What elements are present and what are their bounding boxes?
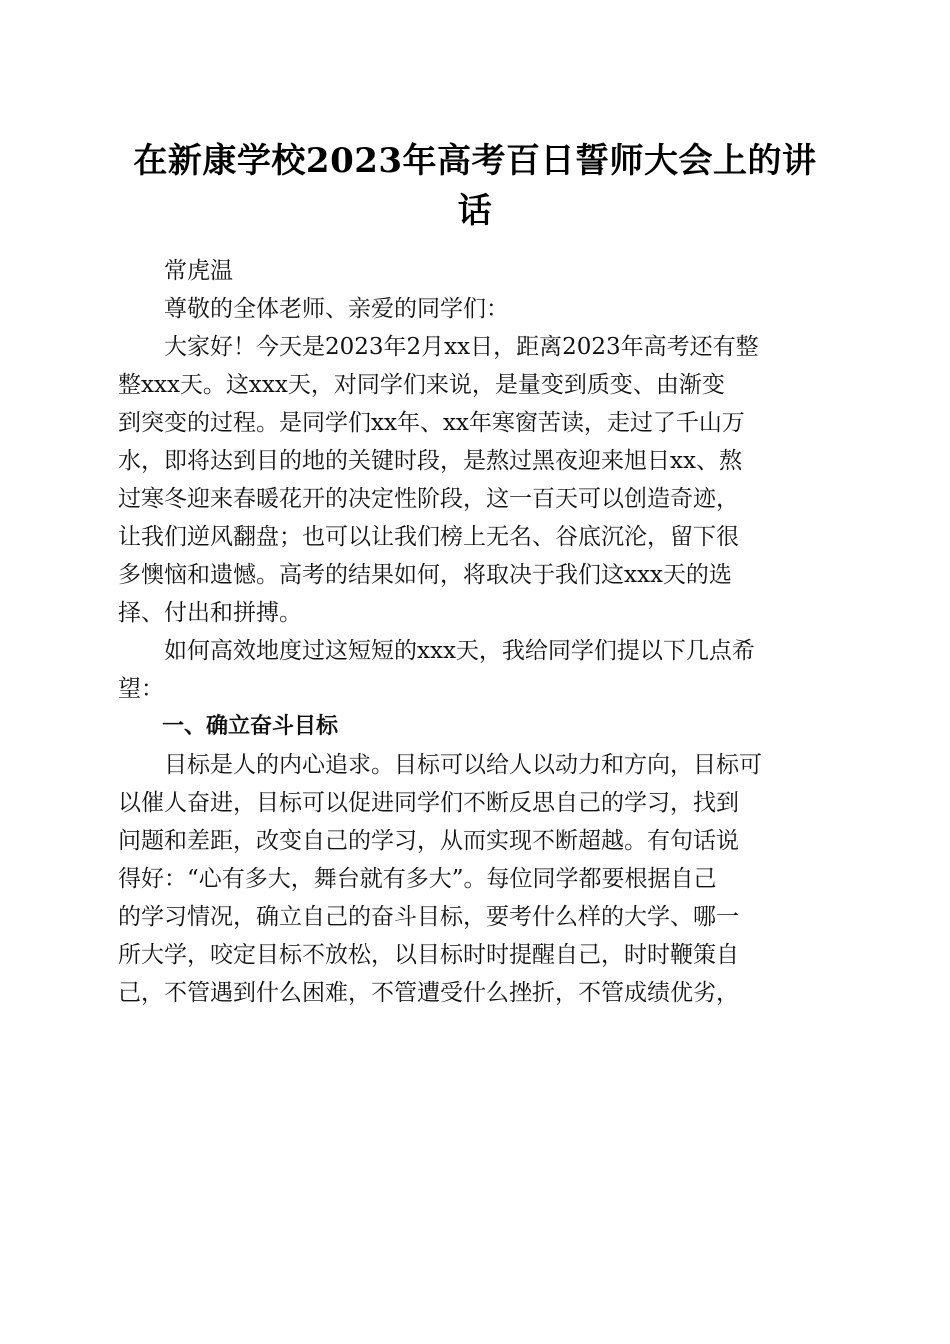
- body-line: 让我们逆风翻盘；也可以让我们榜上无名、谷底沉沦，留下很: [118, 524, 739, 550]
- body-line: 整xxx天。这xxx天，对同学们来说，是量变到质变、由渐变: [118, 372, 725, 398]
- body-line: 所大学，咬定目标不放松，以目标时时提醒自己，时时鞭策自: [118, 942, 739, 968]
- body-line: 望：: [118, 676, 164, 702]
- body-line: 得好：“心有多大，舞台就有多大”。每位同学都要根据自己: [118, 866, 717, 892]
- body-line: 大家好！今天是2023年2月xx日，距离2023年高考还有整: [118, 334, 759, 360]
- body-line: 择、付出和拼搏。: [118, 600, 302, 626]
- body-line: 以催人奋进，目标可以促进同学们不断反思自己的学习，找到: [118, 790, 739, 816]
- body-line: 水，即将达到目的地的关键时段，是熬过黑夜迎来旭日xx、熬: [118, 448, 742, 474]
- body-line: 己，不管遇到什么困难，不管遭受什么挫折，不管成绩优劣，: [118, 980, 739, 1006]
- body-line: 到突变的过程。是同学们xx年、xx年寒窗苦读，走过了千山万: [118, 410, 745, 436]
- body-line: 目标是人的内心追求。目标可以给人以动力和方向，目标可: [118, 752, 762, 778]
- salutation-line: 尊敬的全体老师、亲爱的同学们：: [118, 296, 509, 322]
- body-line: 问题和差距，改变自己的学习，从而实现不断超越。有句话说: [118, 828, 739, 854]
- document-title: 在新康学校2023年高考百日誓师大会上的讲话: [133, 141, 817, 231]
- body-line: 的学习情况，确立自己的奋斗目标，要考什么样的大学、哪一: [118, 904, 739, 930]
- document-body: [118, 252, 832, 1012]
- body-line: 如何高效地度过这短短的xxx天，我给同学们提以下几点希: [118, 638, 755, 664]
- body-line: 过寒冬迎来春暖花开的决定性阶段，这一百天可以创造奇迹，: [118, 486, 739, 512]
- body-line: 多懊恼和遗憾。高考的结果如何，将取决于我们这xxx天的选: [118, 562, 732, 588]
- section-heading: 一、确立奋斗目标: [118, 714, 339, 739]
- author-line: 常虎温: [118, 258, 233, 284]
